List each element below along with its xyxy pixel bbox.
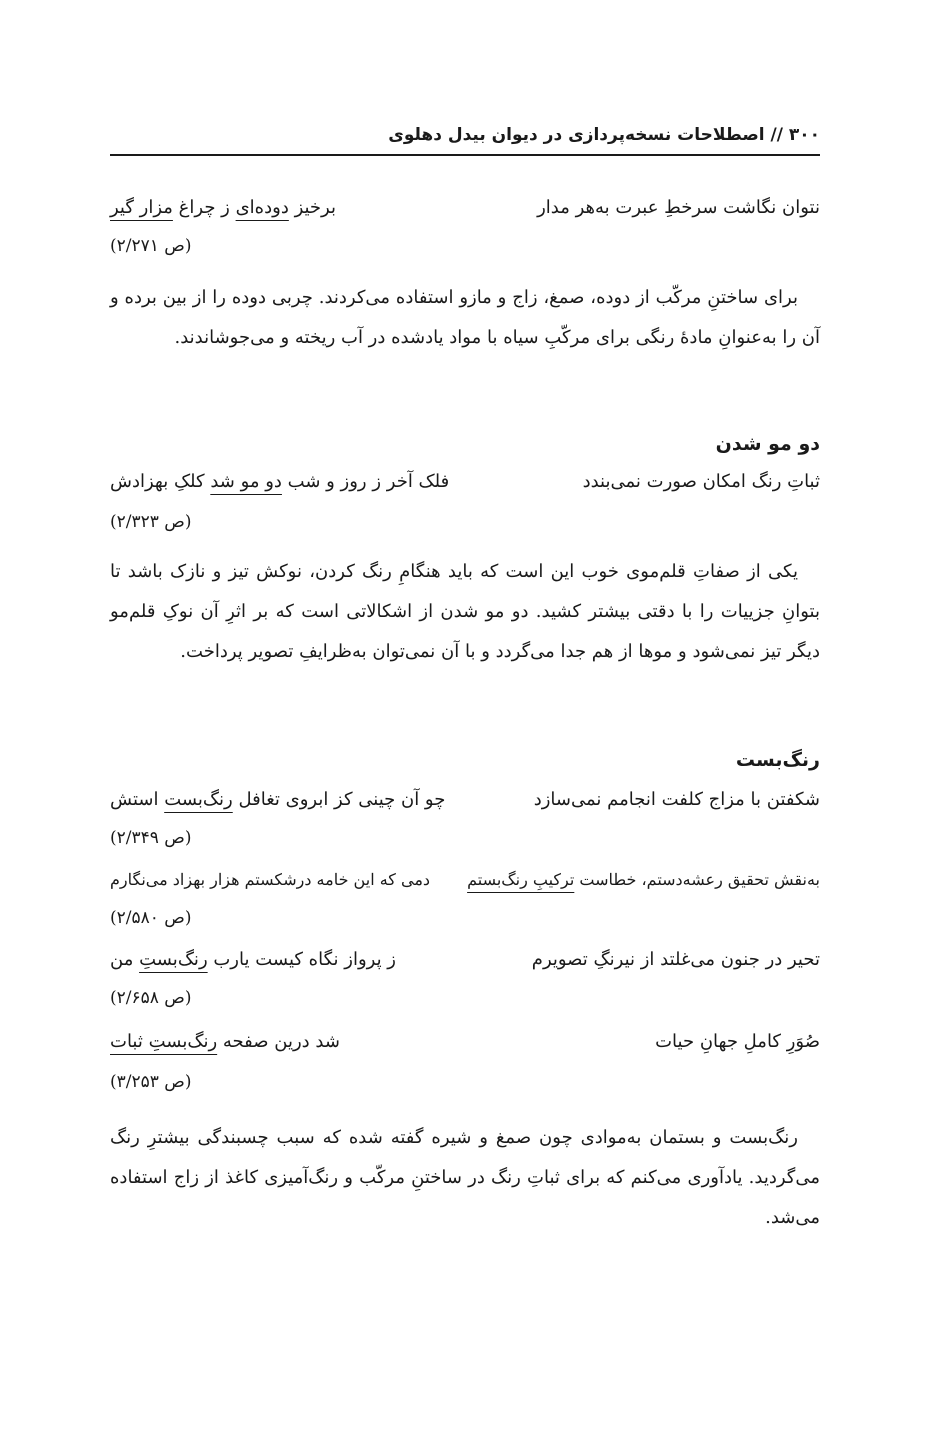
hemistich-2-text: ز پرواز نگاه کیست یارب [207,949,396,970]
hemistich-2-text: چو آن چینی کز ابروی تغافل [232,789,446,810]
hemistich-2 [110,462,449,502]
hemistich-1-text: صُوَرِ کاملِ جهانِ حیات [655,1031,820,1052]
hemistich-2 [110,940,396,980]
hemistich-1-text: شکفتن با مزاج کلفت انجامم نمی‌سازد [533,789,820,810]
hemistich-1: ثباتِ رنگ امکان صورت نمی‌بندد [582,471,820,492]
hemistich-1 [534,780,820,820]
marked-term: مزار گیر [110,197,173,218]
verse-intro [110,188,820,228]
book-title: اصطلاحات نسخه‌پردازی در دیوان بیدل دهلوی [388,125,765,145]
hemistich-1-text: تحیر در جنون می‌غلتد از نیرنگِ تصویرم [531,949,820,970]
marked-term: دوده‌ای [235,197,289,218]
hemistich-2 [110,1022,340,1062]
page-number: ۳۰۰ [788,125,820,145]
verse [110,462,820,502]
paragraph: برای ساختنِ مرکّب از دوده، صمغ، زاج و مازو استفاده می‌کردند. چربی دوده را از بین برده و آن را به‌عنوانِ مادۀ رنگی برای مرکّبِ سیاه با مواد یادشده در آب ریخته و می‌جوشاندند. [110,287,820,348]
header-separator: // [770,125,783,145]
marked-term: دو مو شد [210,471,282,492]
paragraph: یکی از صفاتِ قلم‌موی خوب این است که باید هنگامِ رنگ کردن، نوکش تیز و نازک باشد تا بتوانِ جزییات را با دقتی بیشتر کشید. دو مو شدن از اشکالاتی است که بر اثرِ آن نوکِ قلم‌مو دیگر تیز نمی‌شود و موها از هم جدا می‌گردد و با آن نمی‌توان به‌ظرایفِ تصویر پرداخت. [110,561,820,662]
verse-reference: (ص ۲/۳۲۳) [110,512,192,532]
paragraph: رنگ‌بست و بستمان به‌موادی چون صمغ و شیره گفته شده که سبب چسبندگی بیشترِ رنگ می‌گردید. یادآوری می‌کنم که برای ثباتِ رنگ در ساختنِ مرکّب و رنگ‌آمیزی کاغذ از زاج استفاده می‌شد. [110,1127,820,1228]
hemistich-1 [467,860,820,900]
hemistich-1: نتوان نگاشت سرخطِ عبرت به‌هر مدار [537,197,820,218]
verse-reference: (ص ۲/۳۴۹) [110,828,192,848]
marked-term: رنگ‌بستِ ثبات [110,1031,218,1052]
hemistich-2-text: برخیز [288,197,336,218]
hemistich-2-text: استش [110,789,165,810]
entry-heading: دو مو شدن [715,433,820,455]
hemistich-2-text: دمی که این خامه درشکستم هزار بهزاد می‌نگارم [110,870,431,889]
marked-term: رنگ‌بستِ [139,949,208,970]
hemistich-2 [110,188,336,228]
marked-term: ترکیبِ رنگ‌بستم [467,870,575,889]
verse [110,940,820,980]
verse-reference: (ص ۲/۶۵۸) [110,988,192,1008]
verse-reference: (ص ۲/۲۷۱) [110,236,192,256]
hemistich-2-text: ز چراغ [172,197,236,218]
entry-heading: رنگ‌بست [735,749,820,771]
verse-reference: (ص ۳/۲۵۳) [110,1072,192,1092]
hemistich-1-text: به‌نقش تحقیق رعشه‌دستم، خطاست [574,870,820,889]
verse [110,860,820,900]
verse [110,780,820,820]
hemistich-2-text: کلکِ بهزادش [110,471,211,492]
marked-term: رنگ‌بست [164,789,233,810]
hemistich-2 [110,780,445,820]
hemistich-2-text: من [110,949,140,970]
hemistich-1 [655,1022,820,1062]
hemistich-1 [532,940,820,980]
verse [110,1022,820,1062]
running-header [110,118,820,156]
verse-reference: (ص ۲/۵۸۰) [110,908,192,928]
hemistich-2-text: شد درین صفحه [217,1031,340,1052]
hemistich-2 [110,860,430,900]
hemistich-2-text: فلک آخر ز روز و شب [281,471,450,492]
